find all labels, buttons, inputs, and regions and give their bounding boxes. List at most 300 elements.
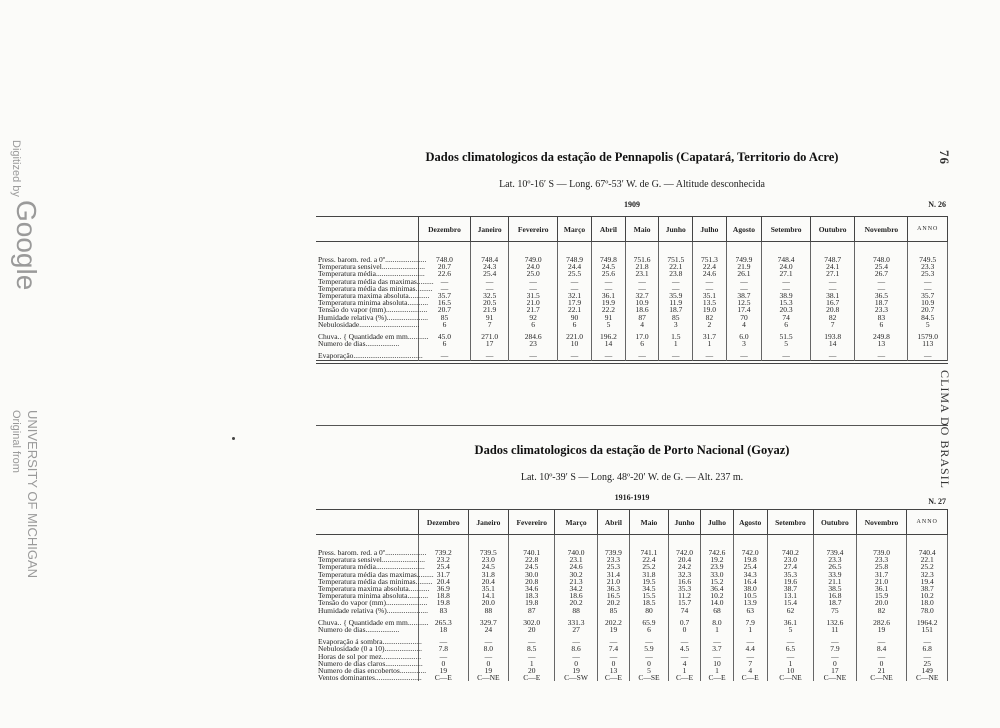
table-cell: 23.3: [855, 306, 908, 313]
table-cell: —: [419, 285, 471, 292]
table-cell: C—NE: [856, 674, 907, 681]
table-cell: 91: [592, 314, 626, 321]
table-cell: —: [701, 638, 733, 645]
table-cell: 23.2: [419, 556, 469, 563]
table-cell: —: [592, 352, 626, 360]
table-cell: 739.9: [597, 549, 629, 556]
table-cell: 4.4: [733, 645, 767, 652]
table-cell: —: [856, 653, 907, 660]
table-cell: —: [557, 278, 591, 285]
table-cell: 249.8: [855, 333, 908, 340]
table-cell: 193.8: [810, 333, 854, 340]
table-cell: 25.8: [856, 563, 907, 570]
row-label: Numero de dias..................: [316, 626, 419, 633]
table-cell: 14: [592, 340, 626, 347]
table-cell: 35.3: [668, 585, 700, 592]
table-cell: 742.6: [701, 549, 733, 556]
table-cell: 35.9: [659, 292, 693, 299]
table-cell: —: [693, 352, 727, 360]
table-cell: —: [908, 285, 948, 292]
row-label: Nebulosidade................................: [318, 319, 420, 329]
table-cell: 23.8: [659, 270, 693, 277]
table-cell: C—NE: [767, 674, 814, 681]
table-cell: 751.5: [659, 256, 693, 263]
table-cell: 19.8: [419, 599, 469, 606]
table-cell: 35.7: [908, 292, 948, 299]
table-cell: 740.4: [907, 549, 948, 556]
month-header: Junho: [668, 510, 700, 535]
table-cell: 271.0: [470, 333, 509, 340]
table-cell: 17.9: [557, 299, 591, 306]
table-cell: 20.5: [470, 299, 509, 306]
table-cell: 151: [907, 626, 948, 633]
month-header: Março: [557, 217, 591, 242]
table-cell: 82: [693, 314, 727, 321]
table-cell: 84.5: [908, 314, 948, 321]
table-cell: 45.0: [419, 333, 471, 340]
table-cell: 19.6: [767, 578, 814, 585]
table-cell: 5: [592, 321, 626, 328]
table-cell: 20.4: [668, 556, 700, 563]
table-cell: 11.9: [659, 299, 693, 306]
table-cell: 0: [555, 660, 597, 667]
table-cell: 1: [767, 660, 814, 667]
table-cell: —: [726, 285, 762, 292]
table-cell: 7: [470, 321, 509, 328]
table-cell: 25.4: [419, 563, 469, 570]
table-cell: —: [693, 278, 727, 285]
table-cell: 25.0: [509, 270, 558, 277]
table-cell: 6.8: [907, 645, 948, 652]
table2-body: [316, 535, 948, 682]
table-cell: —: [419, 278, 471, 285]
table-cell: —: [762, 352, 811, 360]
table-cell: 17: [470, 340, 509, 347]
table-cell: 78.0: [907, 607, 948, 614]
table-cell: 6: [630, 626, 669, 633]
table-cell: —: [555, 638, 597, 645]
table-cell: 88: [555, 607, 597, 614]
table-cell: 25.2: [907, 563, 948, 570]
table-cell: 6.5: [767, 645, 814, 652]
table-cell: 18.7: [814, 599, 856, 606]
table-cell: 25.4: [470, 270, 509, 277]
table-cell: —: [767, 653, 814, 660]
table-cell: 10: [767, 667, 814, 674]
table-cell: 25.6: [592, 270, 626, 277]
table-cell: 0: [597, 660, 629, 667]
table-cell: 749.9: [726, 256, 762, 263]
table-cell: 0: [856, 660, 907, 667]
row-label: Chuva.. { Quantidade em mm...........: [318, 332, 429, 342]
table-cell: —: [509, 278, 558, 285]
table-cell: 24.2: [668, 563, 700, 570]
table-cell: 748.4: [470, 256, 509, 263]
table-cell: 19.2: [701, 556, 733, 563]
table-cell: 18.5: [630, 599, 669, 606]
row-label: Evaporação á sombra.....................: [318, 637, 422, 647]
table-cell: 14.1: [468, 592, 508, 599]
table-cell: 751.3: [693, 256, 727, 263]
table-cell: 740.1: [509, 549, 555, 556]
table-cell: 4: [668, 660, 700, 667]
table-cell: —: [557, 285, 591, 292]
table-cell: —: [630, 638, 669, 645]
table-cell: 748.0: [855, 256, 908, 263]
table2-number: N. 27: [928, 497, 946, 506]
table-cell: 19.0: [693, 306, 727, 313]
table-cell: —: [592, 285, 626, 292]
table-cell: 24.0: [509, 263, 558, 270]
table-cell: 21.8: [625, 263, 659, 270]
table-cell: 34.2: [555, 585, 597, 592]
table-row: [316, 352, 948, 360]
table-cell: 35.1: [693, 292, 727, 299]
table-cell: 742.0: [668, 549, 700, 556]
table-cell: 21.7: [509, 306, 558, 313]
month-header: Dezembro: [419, 510, 469, 535]
table-cell: 10.2: [701, 592, 733, 599]
table-cell: 4.5: [668, 645, 700, 652]
table-cell: 25.4: [855, 263, 908, 270]
table-cell: C—NE: [907, 674, 948, 681]
table-cell: C—E: [419, 674, 469, 681]
table-cell: 26.7: [855, 270, 908, 277]
table-cell: 27.1: [762, 270, 811, 277]
table-cell: 15.5: [630, 592, 669, 599]
table-cell: 20.7: [419, 263, 471, 270]
table-cell: 19: [555, 667, 597, 674]
row-label: Temperatura média das maximas.........: [318, 276, 434, 286]
table-cell: 21.3: [555, 578, 597, 585]
table-cell: 1: [701, 667, 733, 674]
table2-subtitle: Lat. 10º-39′ S — Long. 48º-20′ W. de G. — Alt. 237 m.: [520, 472, 744, 483]
table-cell: 36.5: [855, 292, 908, 299]
table-cell: 35.3: [767, 571, 814, 578]
table-cell: 265.3: [419, 619, 469, 626]
table-cell: 22.1: [907, 556, 948, 563]
table-cell: —: [701, 653, 733, 660]
table-cell: —: [693, 285, 727, 292]
table-cell: 20.2: [597, 599, 629, 606]
table-cell: 751.6: [625, 256, 659, 263]
table-cell: —: [419, 638, 469, 645]
table-cell: —: [659, 352, 693, 360]
table-cell: 22.8: [509, 556, 555, 563]
table-cell: 20.8: [509, 578, 555, 585]
table-cell: 202.2: [597, 619, 629, 626]
table-cell: C—E: [597, 674, 629, 681]
table-cell: —: [509, 638, 555, 645]
table-cell: 16.7: [810, 299, 854, 306]
table-cell: 741.1: [630, 549, 669, 556]
table-cell: 23.1: [625, 270, 659, 277]
table-cell: 10.2: [907, 592, 948, 599]
month-header: Novembro: [855, 217, 908, 242]
month-header: Maio: [625, 217, 659, 242]
table-cell: 8.6: [555, 645, 597, 652]
table-cell: 742.0: [733, 549, 767, 556]
table-cell: C—SW: [555, 674, 597, 681]
table-cell: 6: [509, 321, 558, 328]
table-cell: 31.8: [630, 571, 669, 578]
university-watermark: UNIVERSITY OF MICHIGAN: [25, 410, 40, 579]
table-cell: —: [470, 285, 509, 292]
table-cell: —: [814, 638, 856, 645]
table-cell: 739.0: [856, 549, 907, 556]
table-cell: 21.9: [726, 263, 762, 270]
month-header: ANNO: [907, 510, 948, 535]
table-cell: 23.0: [468, 556, 508, 563]
table-cell: 12.5: [726, 299, 762, 306]
table-cell: 34.6: [509, 585, 555, 592]
table-cell: 739.4: [814, 549, 856, 556]
table-cell: 91: [470, 314, 509, 321]
table-cell: 38.5: [814, 585, 856, 592]
table-cell: 7.8: [419, 645, 469, 652]
table-cell: 22.6: [419, 270, 471, 277]
table-cell: 21.9: [470, 306, 509, 313]
table-cell: 24.0: [762, 263, 811, 270]
table-cell: 20.7: [419, 306, 471, 313]
table-cell: 282.6: [856, 619, 907, 626]
row-label: Numero de dias claros....................: [318, 658, 423, 668]
table-cell: 20: [509, 626, 555, 633]
table-cell: —: [659, 278, 693, 285]
ink-speck: [232, 437, 235, 440]
table-cell: 1: [668, 667, 700, 674]
table-cell: —: [468, 653, 508, 660]
table-cell: 5: [630, 667, 669, 674]
table-cell: —: [810, 278, 854, 285]
table-cell: 7.4: [597, 645, 629, 652]
table-cell: 25.3: [597, 563, 629, 570]
table-cell: 302.0: [509, 619, 555, 626]
table-cell: 1579.0: [908, 333, 948, 340]
table-cell: 82: [856, 607, 907, 614]
table-cell: 20.3: [762, 306, 811, 313]
row-label: Temperatura média das maximas.........: [318, 569, 434, 579]
table-cell: 14: [810, 340, 854, 347]
table-cell: 3: [659, 321, 693, 328]
month-header: Setembro: [762, 217, 811, 242]
table-cell: 18: [419, 626, 469, 633]
month-header: Agosto: [733, 510, 767, 535]
table-cell: 13.5: [693, 299, 727, 306]
table-cell: 31.7: [419, 571, 469, 578]
table-cell: 30.2: [555, 571, 597, 578]
table-cell: 113: [908, 340, 948, 347]
table-cell: C—E: [509, 674, 555, 681]
month-header: Abril: [597, 510, 629, 535]
table-cell: 8.4: [856, 645, 907, 652]
table-cell: 18.0: [907, 599, 948, 606]
row-label: Evaporação.....................................: [318, 351, 423, 361]
month-header: Outubro: [814, 510, 856, 535]
table-row: [316, 674, 948, 681]
table-cell: 0: [668, 626, 700, 633]
row-label: Chuva.. { Quantidade em mm...........: [318, 617, 429, 627]
month-header: Julho: [693, 217, 727, 242]
table-cell: 284.6: [509, 333, 558, 340]
table-cell: —: [855, 278, 908, 285]
table-cell: 19: [597, 626, 629, 633]
table-cell: 19: [468, 667, 508, 674]
table-cell: 22.1: [659, 263, 693, 270]
table1-header: [316, 217, 948, 242]
table-cell: 16.5: [419, 299, 471, 306]
table-cell: 25.2: [630, 563, 669, 570]
table-cell: 19.5: [630, 578, 669, 585]
table-cell: 196.2: [592, 333, 626, 340]
month-header: Dezembro: [419, 217, 471, 242]
table-cell: 31.8: [468, 571, 508, 578]
table-cell: 87: [625, 314, 659, 321]
table-cell: 32.3: [907, 571, 948, 578]
table1-number: N. 26: [928, 200, 946, 209]
table-cell: 38.7: [726, 292, 762, 299]
table-cell: C—SE: [630, 674, 669, 681]
row-label: Nebulosidade (0 a 10)....................: [318, 644, 422, 654]
table-cell: 6: [762, 321, 811, 328]
table-cell: 10.5: [733, 592, 767, 599]
table-cell: 25.4: [733, 563, 767, 570]
row-label: Numero de dias encobertos..............: [318, 666, 427, 676]
table-cell: —: [762, 285, 811, 292]
row-label: Ventos dominantes.........................: [318, 673, 422, 683]
table-cell: 36.3: [597, 585, 629, 592]
row-label: Temperatura sensivel.......................: [318, 555, 425, 565]
table-cell: 149: [907, 667, 948, 674]
table-cell: 10: [557, 340, 591, 347]
table-cell: —: [726, 352, 762, 360]
table-cell: 18.8: [419, 592, 469, 599]
table-cell: 5: [767, 626, 814, 633]
table-cell: 8.5: [509, 645, 555, 652]
table-row: [316, 340, 948, 347]
table-cell: 10.9: [625, 299, 659, 306]
table-cell: 15.9: [856, 592, 907, 599]
table-cell: 17.4: [726, 306, 762, 313]
table-cell: 20.8: [810, 306, 854, 313]
table-cell: —: [733, 638, 767, 645]
table-cell: 16.4: [733, 578, 767, 585]
table-cell: 1: [659, 340, 693, 347]
table-cell: 748.7: [810, 256, 854, 263]
month-header: Fevereiro: [509, 217, 558, 242]
table-cell: —: [908, 278, 948, 285]
table-cell: 13: [597, 667, 629, 674]
table-cell: 23.3: [856, 556, 907, 563]
table-cell: 740.0: [555, 549, 597, 556]
table-cell: 0: [814, 660, 856, 667]
table-cell: 16.6: [668, 578, 700, 585]
table-cell: 35.7: [419, 292, 471, 299]
table-cell: 36.9: [419, 585, 469, 592]
table-cell: —: [625, 285, 659, 292]
table-cell: 16.8: [814, 592, 856, 599]
table1-title: Dados climatologicos da estação de Pennapolis (Capatará, Territorio do Acre): [425, 150, 839, 164]
table-cell: 68: [701, 607, 733, 614]
table-cell: 20.0: [468, 599, 508, 606]
table-cell: 21.1: [814, 578, 856, 585]
row-label: Temperatura média das minimas.........: [318, 283, 433, 293]
row-label: Horas de sol por mez.....................: [318, 651, 422, 661]
table-cell: 1: [701, 626, 733, 633]
table-cell: 20.4: [468, 578, 508, 585]
table-cell: 27.1: [810, 270, 854, 277]
table-cell: 329.7: [468, 619, 508, 626]
table-cell: —: [726, 278, 762, 285]
table-cell: 4: [733, 667, 767, 674]
table-cell: 85: [597, 607, 629, 614]
table-cell: C—NE: [468, 674, 508, 681]
table-cell: 20.2: [555, 599, 597, 606]
table-cell: 15.4: [767, 599, 814, 606]
table-cell: 1964.2: [907, 619, 948, 626]
table1-year: 1909: [624, 200, 640, 209]
table-cell: 6: [419, 340, 471, 347]
table-cell: 22.1: [557, 306, 591, 313]
table-cell: 25.5: [557, 270, 591, 277]
table-cell: 83: [419, 607, 469, 614]
table-cell: 83: [855, 314, 908, 321]
table-cell: 32.7: [625, 292, 659, 299]
table-cell: 20.0: [856, 599, 907, 606]
table-cell: —: [856, 638, 907, 645]
table-cell: 1: [509, 660, 555, 667]
table-cell: 33.0: [701, 571, 733, 578]
table-cell: —: [419, 352, 471, 360]
table-cell: —: [509, 285, 558, 292]
table-cell: 10.9: [908, 299, 948, 306]
table-cell: 15.7: [668, 599, 700, 606]
table-cell: 34.3: [733, 571, 767, 578]
table-cell: 13.9: [733, 599, 767, 606]
table1-subtitle: Lat. 10º-16′ S — Long. 67º-53′ W. de G. — Altitude desconhecida: [499, 179, 765, 190]
table-cell: 15.3: [762, 299, 811, 306]
table-cell: 25: [907, 660, 948, 667]
table-cell: 16.5: [597, 592, 629, 599]
table-cell: 749.5: [908, 256, 948, 263]
table-cell: —: [509, 352, 558, 360]
table-row: [316, 626, 948, 633]
table-cell: 8.0: [701, 619, 733, 626]
table-cell: 32.5: [470, 292, 509, 299]
table-cell: —: [625, 278, 659, 285]
row-label: Temperatura maxima absoluta...........: [318, 584, 430, 594]
table-row: [316, 607, 948, 614]
table-cell: 18.6: [555, 592, 597, 599]
table-cell: 80: [630, 607, 669, 614]
table-cell: —: [470, 352, 509, 360]
table-cell: —: [592, 278, 626, 285]
table-cell: 0: [468, 660, 508, 667]
header-label-column: [316, 510, 419, 535]
table-cell: 5: [908, 321, 948, 328]
table-cell: 36.1: [856, 585, 907, 592]
table-cell: 82: [810, 314, 854, 321]
table-cell: 23.3: [908, 263, 948, 270]
month-header: Março: [555, 510, 597, 535]
table-cell: 31.7: [693, 333, 727, 340]
table-cell: 14.0: [701, 599, 733, 606]
google-watermark: Google: [11, 200, 42, 291]
table-cell: 11.2: [668, 592, 700, 599]
table-cell: 6: [557, 321, 591, 328]
table-cell: 20.4: [419, 578, 469, 585]
table-cell: —: [908, 352, 948, 360]
